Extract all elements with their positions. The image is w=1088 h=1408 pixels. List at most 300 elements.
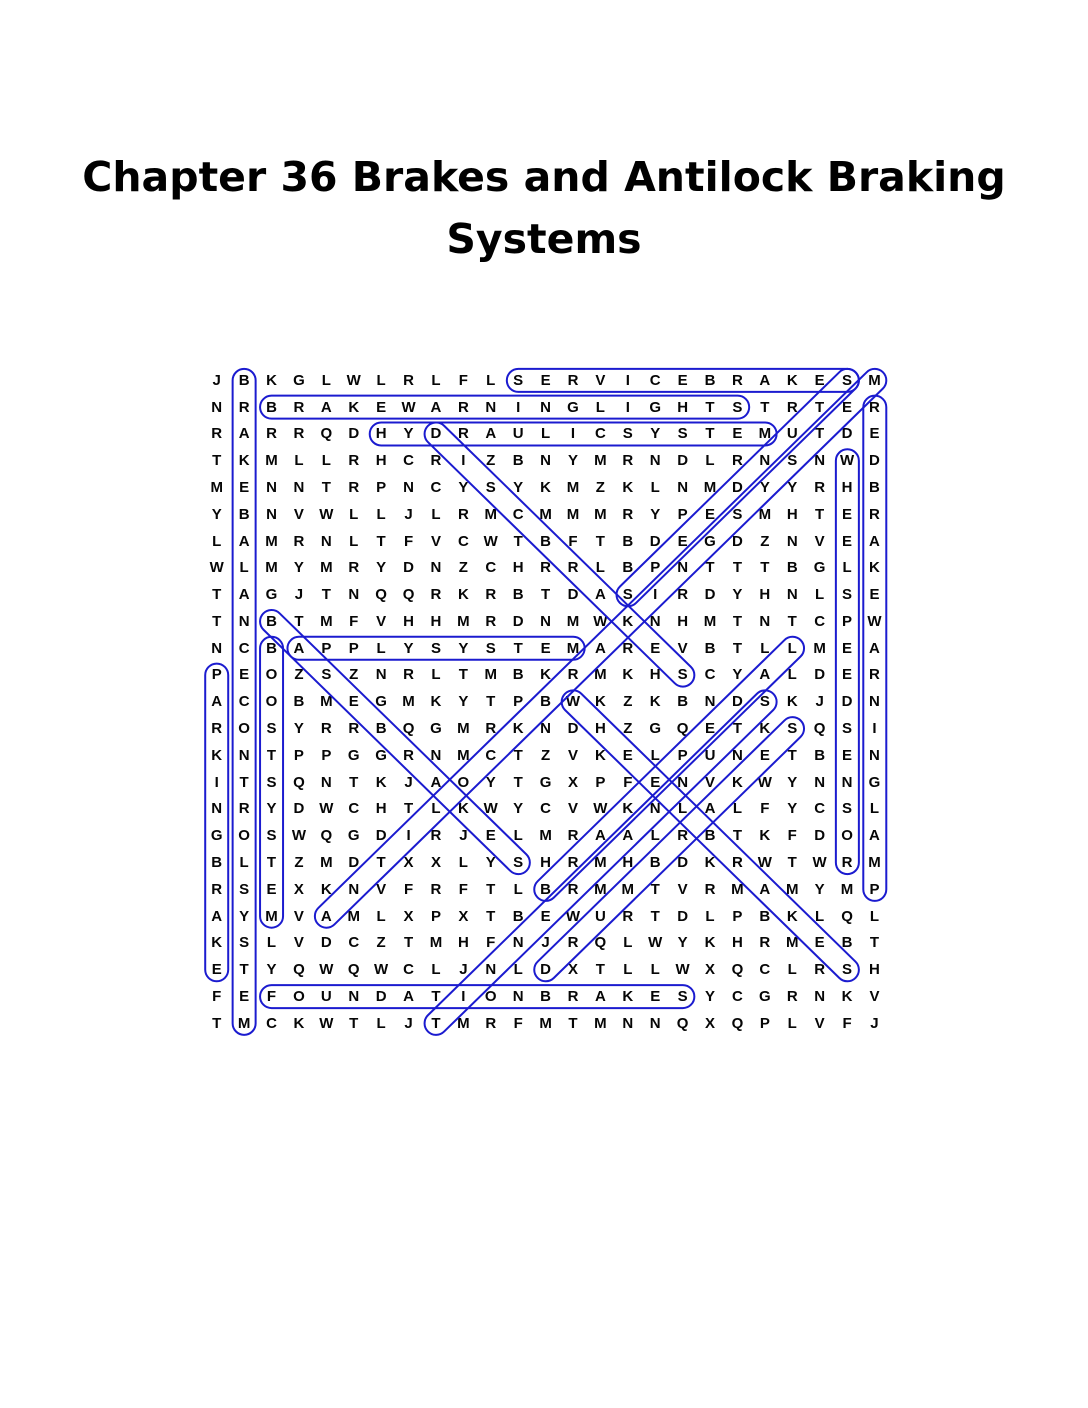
grid-letter: R: [211, 425, 223, 443]
puzzle-title-line2: Systems: [446, 215, 642, 263]
grid-letter: T: [815, 505, 825, 523]
grid-letter: R: [348, 559, 360, 577]
grid-letter: B: [649, 853, 661, 871]
grid-letter: M: [594, 853, 607, 871]
grid-letter: I: [872, 720, 877, 738]
grid-letter: Q: [731, 1014, 744, 1032]
grid-letter: N: [512, 934, 524, 952]
grid-letter: R: [457, 425, 469, 443]
grid-letter: B: [512, 666, 524, 684]
grid-letter: L: [513, 961, 523, 979]
grid-letter: C: [759, 961, 771, 979]
grid-letter: N: [348, 987, 360, 1005]
grid-letter: V: [293, 907, 304, 925]
grid-letter: N: [540, 612, 551, 630]
grid-letter: N: [348, 586, 360, 604]
grid-letter: C: [403, 452, 414, 470]
grid-letter: T: [431, 987, 441, 1005]
grid-letter: K: [540, 666, 551, 684]
grid-letter: L: [787, 1014, 797, 1032]
grid-letter: F: [212, 987, 222, 1005]
grid-letter: O: [265, 693, 278, 711]
grid-letter: Y: [458, 693, 469, 711]
grid-letter: N: [841, 773, 853, 791]
grid-letter: T: [403, 934, 414, 952]
grid-letter: N: [759, 612, 771, 630]
grid-letter: S: [622, 586, 633, 604]
grid-letter: R: [814, 961, 826, 979]
grid-letter: X: [430, 853, 441, 871]
grid-letter: R: [293, 532, 305, 550]
grid-letter: Q: [594, 934, 607, 952]
grid-letter: R: [348, 452, 360, 470]
grid-letter: Y: [732, 586, 743, 604]
grid-letter: G: [704, 532, 716, 550]
grid-letter: Q: [293, 961, 305, 979]
grid-letter: K: [211, 934, 223, 952]
grid-letter: K: [622, 479, 634, 497]
grid-letter: K: [594, 746, 606, 764]
grid-letter: C: [403, 961, 414, 979]
grid-letter: Y: [513, 800, 524, 818]
grid-letter: M: [457, 612, 470, 630]
grid-letter: R: [348, 479, 360, 497]
grid-letter: L: [349, 505, 359, 523]
grid-letter: I: [214, 773, 219, 791]
grid-letter: A: [594, 639, 606, 657]
grid-letter: W: [291, 827, 306, 845]
grid-letter: E: [239, 987, 250, 1005]
grid-letter: H: [622, 853, 634, 871]
grid-letter: M: [320, 853, 333, 871]
grid-letter: P: [211, 666, 222, 684]
grid-letter: L: [431, 505, 441, 523]
grid-letter: N: [485, 398, 497, 416]
grid-letter: M: [785, 934, 799, 952]
grid-letter: A: [238, 532, 250, 550]
grid-letter: R: [238, 800, 250, 818]
grid-letter: A: [594, 586, 606, 604]
grid-letter: V: [376, 612, 387, 630]
grid-letter: R: [622, 505, 634, 523]
grid-letter: C: [594, 425, 606, 443]
grid-letter: L: [431, 961, 441, 979]
grid-letter: V: [869, 987, 880, 1005]
grid-letter: L: [595, 559, 605, 577]
grid-letter: N: [430, 746, 442, 764]
grid-letter: Y: [293, 720, 304, 738]
grid-letter: D: [348, 425, 360, 443]
grid-letter: M: [594, 452, 607, 470]
grid-letter: T: [266, 746, 277, 764]
grid-letter: E: [869, 586, 880, 604]
grid-letter: L: [376, 907, 386, 925]
grid-letter: A: [430, 773, 442, 791]
grid-letter: T: [212, 452, 222, 470]
grid-letter: P: [732, 907, 743, 925]
grid-letter: M: [703, 479, 717, 497]
grid-letter: R: [430, 827, 442, 845]
grid-letter: T: [239, 961, 249, 979]
grid-letter: S: [513, 371, 524, 389]
grid-letter: Y: [759, 479, 770, 497]
grid-letter: D: [677, 853, 689, 871]
grid-letter: C: [649, 371, 661, 389]
grid-letter: L: [787, 961, 797, 979]
grid-letter: Y: [787, 479, 798, 497]
grid-letter: K: [238, 452, 250, 470]
grid-letter: M: [731, 880, 744, 898]
grid-letter: H: [512, 559, 524, 577]
grid-letter: M: [457, 746, 470, 764]
grid-letter: T: [732, 559, 742, 577]
grid-letter: B: [622, 532, 634, 550]
grid-letter: R: [567, 987, 579, 1005]
grid-letter: H: [786, 505, 798, 523]
grid-letter: R: [485, 612, 497, 630]
grid-letter: N: [266, 479, 277, 497]
grid-letter: F: [623, 773, 633, 791]
grid-letter: Y: [650, 425, 661, 443]
grid-letter: R: [786, 398, 798, 416]
grid-letter: Y: [403, 639, 414, 657]
grid-letter: R: [704, 880, 716, 898]
grid-letter: E: [239, 666, 250, 684]
grid-letter: V: [705, 773, 716, 791]
grid-letter: L: [431, 371, 441, 389]
grid-letter: Q: [375, 586, 387, 604]
grid-letter: N: [786, 532, 798, 550]
grid-letter: B: [814, 746, 826, 764]
grid-letter: R: [457, 505, 469, 523]
grid-letter: R: [732, 853, 743, 871]
grid-letter: R: [567, 371, 579, 389]
grid-letter: O: [841, 827, 853, 845]
grid-letter: S: [787, 452, 798, 470]
grid-letter: E: [211, 961, 222, 979]
puzzle-title: [54, 146, 1034, 270]
grid-letter: B: [512, 452, 524, 470]
grid-letter: R: [814, 479, 826, 497]
grid-letter: P: [759, 1014, 770, 1032]
grid-letter: T: [732, 720, 742, 738]
grid-letter: G: [430, 720, 442, 738]
grid-letter: N: [814, 773, 826, 791]
grid-letter: Q: [731, 961, 744, 979]
grid-letter: F: [787, 827, 797, 845]
grid-letter: D: [814, 666, 826, 684]
grid-letter: R: [430, 880, 442, 898]
grid-letter: S: [677, 987, 688, 1005]
grid-letter: V: [814, 532, 825, 550]
grid-letter: S: [732, 398, 743, 416]
grid-letter: V: [595, 371, 606, 389]
word-search-area: [203, 367, 889, 1037]
grid-letter: E: [677, 371, 688, 389]
grid-letter: Y: [705, 987, 716, 1005]
grid-letter: L: [458, 853, 468, 871]
grid-letter: T: [540, 586, 551, 604]
grid-letter: S: [759, 693, 770, 711]
grid-letter: N: [869, 693, 880, 711]
grid-letter: E: [650, 987, 661, 1005]
grid-letter: B: [211, 853, 223, 871]
grid-letter: M: [758, 425, 772, 443]
grid-letter: K: [293, 1014, 305, 1032]
grid-letter: M: [566, 612, 580, 630]
grid-letter: M: [785, 880, 799, 898]
grid-letter: G: [649, 720, 662, 738]
grid-letter: U: [594, 907, 606, 925]
grid-letter: A: [320, 398, 332, 416]
grid-letter: Q: [841, 907, 853, 925]
grid-letter: D: [677, 907, 689, 925]
grid-letter: G: [210, 827, 223, 845]
grid-letter: A: [211, 907, 223, 925]
grid-letter: B: [512, 586, 524, 604]
grid-letter: Q: [402, 586, 415, 604]
grid-letter: B: [677, 693, 689, 711]
grid-letter: B: [704, 827, 716, 845]
grid-letter: P: [650, 559, 661, 577]
grid-letter: E: [842, 532, 853, 550]
grid-letter: V: [567, 800, 578, 818]
grid-letter: E: [759, 746, 770, 764]
grid-letter: K: [266, 371, 277, 389]
grid-letter: P: [321, 639, 332, 657]
grid-letter: G: [347, 827, 360, 845]
grid-letter: Q: [402, 720, 415, 738]
grid-letter: Z: [349, 666, 359, 684]
grid-letter: P: [321, 746, 332, 764]
grid-letter: S: [787, 720, 798, 738]
grid-letter: L: [623, 934, 633, 952]
grid-letter: R: [869, 666, 880, 684]
grid-letter: R: [622, 639, 634, 657]
grid-letter: Q: [347, 961, 360, 979]
grid-letter: J: [459, 827, 468, 845]
grid-letter: A: [594, 827, 606, 845]
grid-letter: R: [567, 880, 579, 898]
grid-letter: C: [238, 639, 250, 657]
grid-letter: T: [787, 746, 797, 764]
grid-letter: J: [459, 961, 468, 979]
grid-letter: G: [265, 586, 278, 604]
grid-letter: D: [677, 452, 689, 470]
grid-letter: F: [349, 612, 359, 630]
grid-letter: V: [677, 880, 688, 898]
grid-letter: M: [539, 827, 552, 845]
grid-letter: U: [320, 987, 332, 1005]
grid-letter: A: [594, 987, 606, 1005]
grid-letter: S: [677, 425, 688, 443]
grid-letter: N: [786, 586, 798, 604]
grid-letter: N: [869, 746, 880, 764]
grid-letter: L: [869, 800, 880, 818]
grid-letter: O: [457, 773, 470, 791]
grid-letter: E: [650, 773, 661, 791]
grid-letter: M: [566, 639, 580, 657]
grid-letter: N: [238, 612, 250, 630]
grid-letter: W: [593, 612, 608, 630]
grid-letter: D: [567, 720, 579, 738]
grid-letter: Y: [376, 559, 387, 577]
grid-letter: K: [786, 371, 798, 389]
grid-letter: E: [540, 639, 551, 657]
grid-letter: U: [786, 425, 798, 443]
grid-letter: C: [732, 987, 743, 1005]
grid-letter: R: [567, 666, 579, 684]
grid-letter: X: [705, 961, 716, 979]
grid-letter: T: [815, 398, 825, 416]
grid-letter: K: [375, 773, 387, 791]
grid-letter: T: [705, 559, 715, 577]
grid-letter: J: [294, 586, 304, 604]
grid-letter: F: [458, 880, 468, 898]
grid-letter: Y: [211, 505, 222, 523]
grid-letter: Z: [623, 693, 633, 711]
grid-letter: B: [759, 907, 771, 925]
grid-letter: M: [320, 612, 333, 630]
grid-letter: N: [649, 800, 661, 818]
grid-letter: R: [457, 398, 469, 416]
grid-letter: L: [787, 639, 797, 657]
grid-letter: Z: [540, 746, 551, 764]
grid-letter: G: [539, 773, 552, 791]
grid-letter: R: [430, 452, 442, 470]
grid-letter: B: [375, 720, 387, 738]
grid-letter: T: [705, 425, 715, 443]
grid-letter: K: [622, 800, 634, 818]
grid-letter: M: [594, 505, 607, 523]
grid-letter: R: [266, 425, 277, 443]
grid-letter: N: [238, 746, 250, 764]
grid-letter: G: [293, 371, 305, 389]
grid-letter: T: [431, 1014, 441, 1032]
grid-letter: A: [430, 398, 442, 416]
grid-letter: Y: [787, 800, 798, 818]
grid-letter: H: [677, 612, 689, 630]
grid-letter: S: [321, 666, 332, 684]
grid-letter: H: [759, 586, 771, 604]
grid-letter: E: [732, 425, 743, 443]
grid-letter: R: [403, 746, 414, 764]
grid-letter: X: [567, 961, 578, 979]
grid-letter: L: [376, 639, 386, 657]
grid-letter: K: [622, 612, 634, 630]
grid-letter: B: [841, 934, 853, 952]
grid-letter: C: [814, 800, 826, 818]
grid-letter: M: [484, 505, 498, 523]
grid-letter: K: [457, 586, 469, 604]
grid-letter: G: [567, 398, 579, 416]
grid-letter: J: [404, 505, 413, 523]
grid-letter: T: [486, 880, 496, 898]
grid-letter: K: [430, 693, 442, 711]
grid-letter: X: [403, 907, 414, 925]
grid-letter: Q: [676, 720, 689, 738]
grid-letter: Y: [403, 425, 414, 443]
grid-letter: J: [404, 773, 413, 791]
grid-letter: K: [704, 934, 716, 952]
grid-letter: A: [403, 987, 414, 1005]
grid-letter: A: [238, 425, 250, 443]
grid-letter: K: [457, 800, 469, 818]
grid-letter: M: [868, 853, 881, 871]
grid-letter: P: [376, 479, 387, 497]
grid-letter: R: [485, 720, 497, 738]
grid-letter: A: [869, 532, 880, 550]
grid-letter: R: [211, 720, 223, 738]
grid-letter: M: [539, 1014, 552, 1032]
grid-letter: T: [376, 853, 386, 871]
grid-letter: K: [841, 987, 853, 1005]
grid-letter: S: [842, 586, 853, 604]
grid-letter: K: [622, 987, 634, 1005]
grid-letter: R: [567, 934, 579, 952]
grid-letter: F: [403, 532, 414, 550]
grid-letter: R: [732, 371, 743, 389]
grid-letter: F: [403, 880, 414, 898]
grid-letter: I: [625, 371, 630, 389]
grid-letter: F: [266, 987, 277, 1005]
grid-letter: N: [677, 479, 689, 497]
grid-letter: C: [348, 800, 360, 818]
grid-letter: K: [759, 827, 771, 845]
grid-letter: W: [483, 800, 498, 818]
grid-letter: F: [842, 1014, 852, 1032]
grid-letter: D: [320, 934, 332, 952]
grid-letter: W: [209, 559, 224, 577]
grid-letter: T: [349, 773, 359, 791]
grid-letter: L: [321, 452, 331, 470]
grid-letter: G: [813, 559, 826, 577]
grid-letter: E: [266, 880, 277, 898]
grid-letter: S: [266, 720, 277, 738]
grid-letter: N: [540, 398, 551, 416]
grid-letter: H: [732, 934, 743, 952]
grid-letter: T: [212, 586, 222, 604]
grid-letter: H: [403, 612, 414, 630]
grid-letter: B: [266, 612, 277, 630]
grid-letter: M: [320, 693, 333, 711]
grid-letter: M: [265, 532, 278, 550]
grid-letter: Z: [595, 479, 605, 497]
grid-letter: N: [403, 479, 414, 497]
grid-letter: T: [294, 612, 304, 630]
grid-letter: M: [621, 880, 635, 898]
grid-letter: Y: [458, 639, 469, 657]
grid-letter: V: [293, 934, 304, 952]
grid-letter: D: [375, 987, 387, 1005]
grid-letter: T: [732, 639, 742, 657]
grid-letter: E: [705, 720, 716, 738]
grid-letter: T: [376, 532, 386, 550]
grid-letter: N: [677, 559, 689, 577]
grid-letter: K: [869, 559, 880, 577]
grid-letter: H: [430, 612, 442, 630]
grid-letter: L: [239, 559, 249, 577]
grid-letter: X: [705, 1014, 716, 1032]
grid-letter: L: [513, 880, 523, 898]
grid-letter: H: [375, 425, 387, 443]
grid-letter: H: [375, 452, 387, 470]
grid-letter: P: [869, 880, 880, 898]
grid-letter: P: [595, 773, 606, 791]
grid-letter: K: [649, 693, 661, 711]
grid-letter: G: [758, 987, 771, 1005]
grid-letter: M: [813, 639, 826, 657]
